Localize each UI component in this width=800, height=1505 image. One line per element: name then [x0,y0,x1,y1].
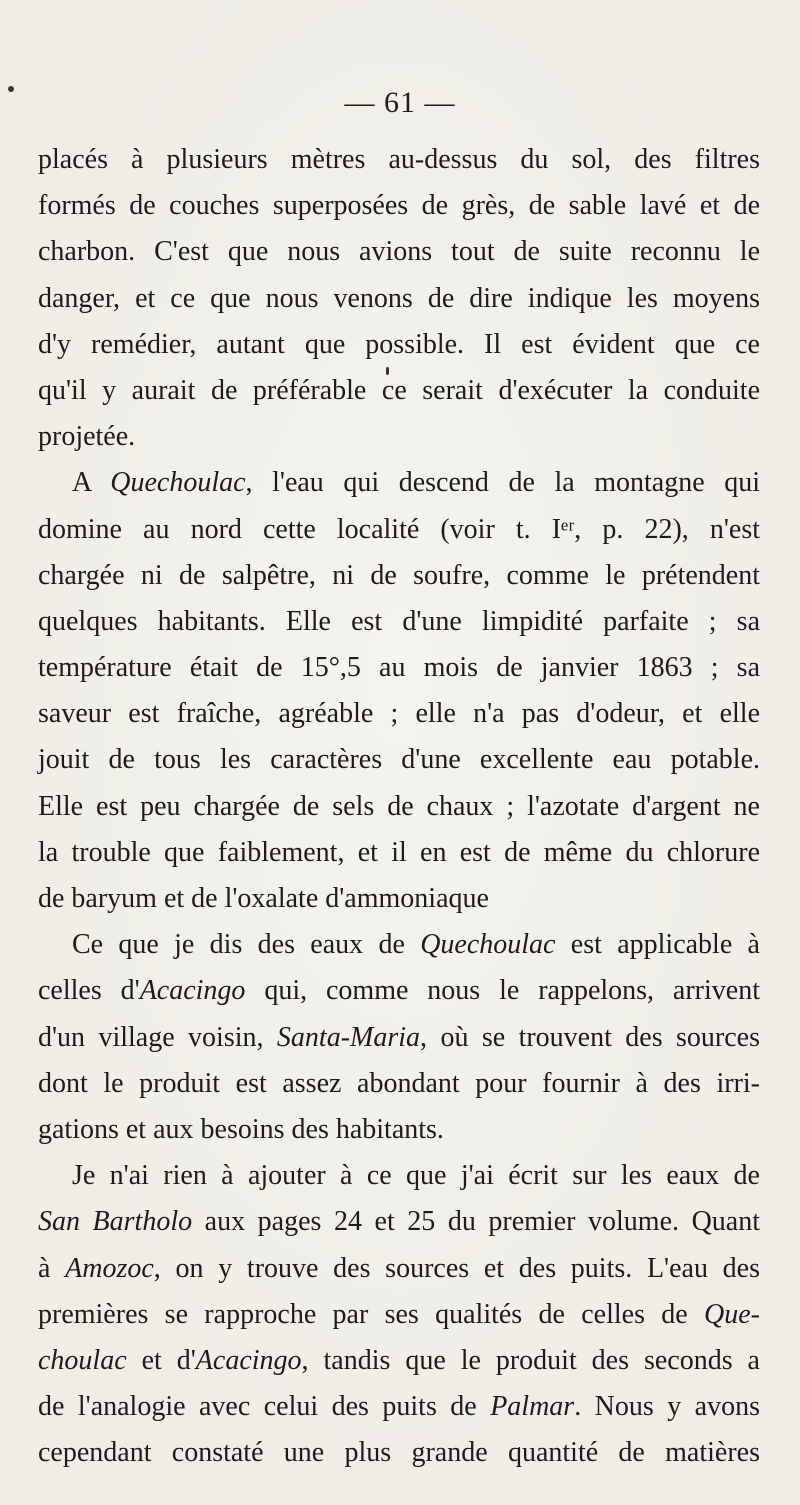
text-run: charbon. C'est que nous avions tout de suite reconnu le [38,236,760,268]
text-run: formés de couches superposées de grès, de sable lavé et de [38,190,760,222]
text-run: chargée ni de salpêtre, ni de soufre, comme le prétendent [38,559,760,591]
text-line [38,876,760,922]
text-run: cependant constaté une plus grande quantité de matières [38,1437,760,1469]
text-line [38,691,760,737]
text-run: saveur est fraîche, agréable ; elle n'a pas d'odeur, et elle [38,698,760,730]
text-run: est applicable à [555,929,760,961]
text-run: A [72,467,111,499]
text-run: Je n'ai rien à ajouter à ce que j'ai écrit sur les eaux de [72,1160,760,1192]
text-run: Elle est peu chargée de sels de chaux ; l'azotate d'argent ne [38,790,760,822]
text-run: Ce que je dis des eaux de [72,929,421,961]
italic-text: Quechoulac [420,929,556,961]
text-line [38,276,760,322]
text-run: domine au nord cette localité (voir t. Iᵉʳ, p. 22), n'est [38,513,760,545]
text-line [38,368,760,414]
text-line [38,830,760,876]
text-run: de baryum et de l'oxalate d'ammoniaque [38,883,489,914]
text-line [38,599,760,645]
text-line [38,1015,760,1061]
text-run: aux pages 24 et 25 du premier volume. Quant [192,1206,760,1238]
italic-text: Acacingo [139,975,246,1007]
text-run: et d' [126,1344,196,1376]
text-run: premières se rapproche par ses qualités de celles de [38,1298,705,1330]
text-run: . Nous y avons [574,1391,760,1423]
text-line [38,460,760,506]
text-run: celles d' [38,975,140,1007]
italic-text: Acacingo [195,1344,302,1376]
print-speck [386,367,389,375]
italic-text: Santa-Maria [276,1021,421,1053]
text-run: d'y remédier, autant que possible. Il est évident que ce [38,328,760,360]
print-speck [8,86,14,92]
italic-text: Quechoulac [110,467,246,499]
text-run: qui, comme nous le rappelons, arrivent [245,975,760,1007]
text-line [38,414,760,460]
text-run: à [38,1252,66,1284]
text-line [38,1199,760,1245]
text-line [38,1384,760,1430]
text-line [38,322,760,368]
page-number: — 61 — [344,86,456,119]
text-run: quelques habitants. Elle est d'une limpidité parfaite ; sa [38,605,760,637]
text-run: danger, et ce que nous venons de dire indique les moyens [38,282,760,314]
text-line [38,1107,760,1153]
text-run: , on y trouve des sources et des puits. L'eau des [153,1252,760,1284]
text-run: projetée. [38,421,136,453]
text-run: gations et aux besoins des habitants. [38,1113,444,1145]
text-line [38,183,760,229]
italic-text: Que- [704,1298,760,1330]
text-line [38,229,760,275]
text-line [38,1061,760,1107]
italic-text: San Bartholo [38,1206,193,1238]
text-run: , l'eau qui descend de la montagne qui [245,467,760,499]
text-run: de l'analogie avec celui des puits de [38,1391,491,1423]
text-line [38,1292,760,1338]
text-line [38,922,760,968]
italic-text: Palmar [490,1391,575,1423]
text-run: la trouble que faiblement, et il en est de même du chlorure [38,836,760,868]
text-run: jouit de tous les caractères d'une excellente eau potable. [38,744,760,776]
text-run: d'un village voisin, [38,1021,277,1053]
text-line [38,1153,760,1199]
text-line [38,737,760,783]
text-line [38,137,760,183]
text-run: placés à plusieurs mètres au-dessus du sol, des filtres [38,144,760,175]
text-line [38,645,760,691]
text-line [38,507,760,553]
text-run: température était de 15°,5 au mois de janvier 1863 ; sa [38,652,760,684]
text-run: , où se trouvent des sources [420,1021,760,1053]
text-run: dont le produit est assez abondant pour fournir à des irri- [38,1067,760,1099]
italic-text: Amozoc [65,1252,154,1284]
text-line [38,1246,760,1292]
italic-text: choulac [38,1344,127,1376]
text-run: qu'il y aurait de préférable ce serait d'exécuter la conduite [38,374,760,406]
body-text [38,137,760,1476]
text-run: , tandis que le produit des seconds a [301,1344,760,1376]
text-line [38,553,760,599]
text-line [38,784,760,830]
text-line [38,968,760,1014]
text-line [38,1430,760,1476]
text-line [38,1338,760,1384]
